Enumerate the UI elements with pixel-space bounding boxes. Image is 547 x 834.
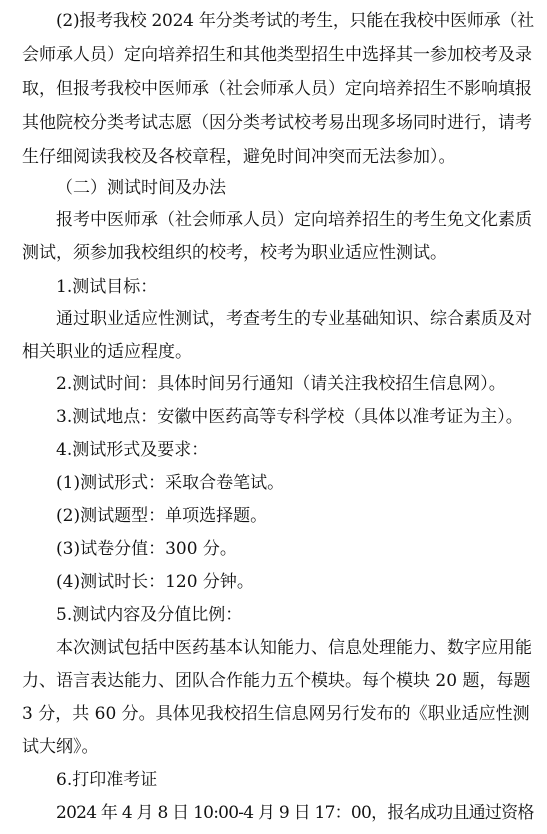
paragraph-line: 3 分，共 60 分。具体见我校招生信息网另行发布的《职业适应性测 bbox=[22, 704, 530, 724]
paragraph-line: 通过职业适应性测试，考查考生的专业基础知识、综合素质及对 bbox=[56, 309, 532, 329]
paragraph-line: 其他院校分类考试志愿（因分类考试校考易出现多场同时进行，请考 bbox=[22, 113, 532, 133]
paragraph-line: 测试，须参加我校组织的校考，校考为职业适应性测试。 bbox=[22, 243, 447, 263]
list-item: (4)测试时长：120 分钟。 bbox=[56, 572, 254, 592]
paragraph-line: 试大纲》。 bbox=[22, 737, 99, 757]
paragraph-line: 2024 年 4 月 8 日 10:00-4 月 9 日 17：00，报名成功且通过资格 bbox=[56, 803, 534, 823]
paragraph-line: 相关职业的适应程度。 bbox=[22, 342, 192, 362]
list-item: (3)试卷分值：300 分。 bbox=[56, 539, 237, 559]
list-item: (1)测试形式：采取合卷笔试。 bbox=[56, 473, 285, 493]
item-heading: 6.打印准考证 bbox=[56, 770, 158, 790]
paragraph-line: 报考中医师承（社会师承人员）定向培养招生的考生免文化素质 bbox=[56, 210, 532, 230]
paragraph-line: 本次测试包括中医药基本认知能力、信息处理能力、数字应用能 bbox=[56, 638, 532, 658]
item-heading: 4.测试形式及要求： bbox=[56, 440, 209, 460]
list-item: 2.测试时间：具体时间另行通知（请关注我校招生信息网）。 bbox=[56, 374, 506, 394]
list-item: 3.测试地点：安徽中医药高等专科学校（具体以准考证为主）。 bbox=[56, 407, 523, 427]
paragraph-line: 会师承人员）定向培养招生和其他类型招生中选择其一参加校考及录 bbox=[22, 45, 532, 65]
paragraph-line: 取，但报考我校中医师承（社会师承人员）定向培养招生不影响填报 bbox=[22, 79, 532, 99]
section-heading: （二）测试时间及办法 bbox=[56, 178, 226, 198]
paragraph-line: (2)报考我校 2024 年分类考试的考生，只能在我校中医师承（社 bbox=[56, 11, 534, 31]
item-heading: 1.测试目标： bbox=[56, 277, 158, 297]
paragraph-line: 生仔细阅读我校及各校章程，避免时间冲突而无法参加）。 bbox=[22, 147, 456, 167]
paragraph-line: 力、语言表达能力、团队合作能力五个模块。每个模块 20 题，每题 bbox=[22, 671, 531, 691]
list-item: (2)测试题型：单项选择题。 bbox=[56, 506, 268, 526]
item-heading: 5.测试内容及分值比例： bbox=[56, 605, 243, 625]
